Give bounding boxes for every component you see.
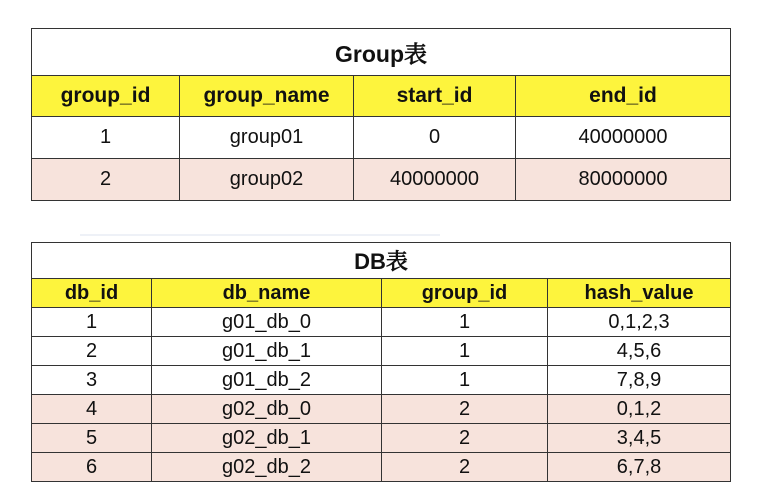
table-cell: 6,7,8 [548, 453, 731, 482]
table-cell: 0,1,2 [548, 395, 731, 424]
table-cell: g01_db_1 [152, 337, 382, 366]
column-header: hash_value [548, 279, 731, 308]
db-table-title: DB表 [32, 243, 731, 279]
column-header: group_id [32, 76, 180, 117]
table-cell: 80000000 [516, 159, 731, 201]
table-cell: 1 [382, 308, 548, 337]
column-header: group_name [180, 76, 354, 117]
table-cell: 2 [32, 337, 152, 366]
group-table [31, 28, 731, 201]
table-row [32, 308, 731, 337]
table-cell: 3,4,5 [548, 424, 731, 453]
column-header: group_id [382, 279, 548, 308]
table-cell: 6 [32, 453, 152, 482]
table-cell: 2 [382, 395, 548, 424]
table-cell: 40000000 [516, 117, 731, 159]
table-row [32, 117, 731, 159]
table-cell: 1 [32, 308, 152, 337]
table-cell: 2 [382, 453, 548, 482]
column-header: end_id [516, 76, 731, 117]
table-cell: 4 [32, 395, 152, 424]
table-cell: g01_db_2 [152, 366, 382, 395]
table-cell: 1 [382, 337, 548, 366]
table-cell: 1 [382, 366, 548, 395]
table-row [32, 395, 731, 424]
table-cell: 7,8,9 [548, 366, 731, 395]
table-row [32, 424, 731, 453]
table-cell: 4,5,6 [548, 337, 731, 366]
table-cell: group01 [180, 117, 354, 159]
column-header: db_id [32, 279, 152, 308]
table-cell: 1 [32, 117, 180, 159]
table-cell: 40000000 [354, 159, 516, 201]
table-row [32, 453, 731, 482]
table-cell: 0,1,2,3 [548, 308, 731, 337]
table-cell: g02_db_2 [152, 453, 382, 482]
group-table-header-row [32, 76, 731, 117]
table-cell: 5 [32, 424, 152, 453]
table-cell: g01_db_0 [152, 308, 382, 337]
table-cell: 2 [32, 159, 180, 201]
table-cell: 2 [382, 424, 548, 453]
table-row [32, 366, 731, 395]
divider [80, 234, 440, 236]
table-cell: g02_db_1 [152, 424, 382, 453]
table-cell: 3 [32, 366, 152, 395]
table-cell: 0 [354, 117, 516, 159]
db-table [31, 242, 731, 482]
table-row [32, 337, 731, 366]
column-header: start_id [354, 76, 516, 117]
db-table-header-row [32, 279, 731, 308]
table-cell: g02_db_0 [152, 395, 382, 424]
table-row [32, 159, 731, 201]
column-header: db_name [152, 279, 382, 308]
group-table-title: Group表 [32, 29, 731, 76]
table-cell: group02 [180, 159, 354, 201]
